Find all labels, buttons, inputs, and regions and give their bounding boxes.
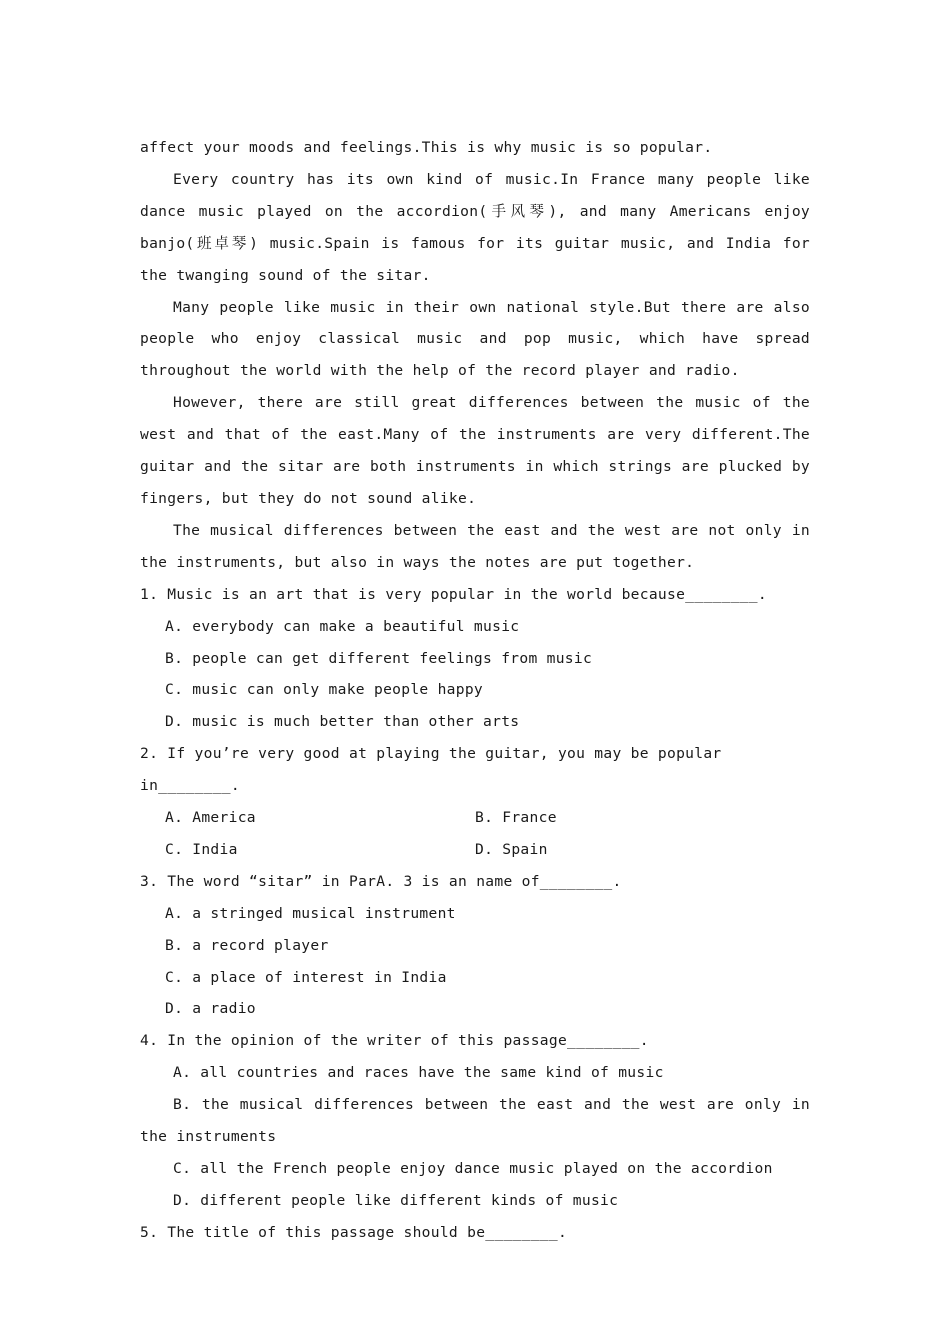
passage-paragraph-2: Many people like music in their own national style.But there are also people who enjoy classical music and pop music, which have spread throughout the world with the help of the record player and radio. [140, 298, 810, 380]
option-d: D. a radio [165, 1000, 256, 1018]
option-d: D. Spain [475, 840, 548, 858]
option-c: C. all the French people enjoy dance music played on the accordion [173, 1160, 773, 1177]
option-c: C. music can only make people happy [165, 681, 484, 699]
option-d: D. different people like different kinds of music [173, 1191, 619, 1209]
option-b: B. the musical differences between the east and the west are only in the instruments [140, 1096, 810, 1146]
question-stem: 4. In the opinion of the writer of this passage________. [140, 1032, 649, 1050]
option-a: A. a stringed musical instrument [165, 904, 456, 922]
options-row [140, 802, 810, 834]
passage-paragraph-4: The musical differences between the east and the west are not only in the instruments, but also in ways the notes are put together. [140, 521, 810, 571]
option-d: D. music is much better than other arts [165, 713, 520, 731]
option-b: B. a record player [165, 936, 329, 954]
question-3 [140, 866, 810, 1026]
option-a: A. everybody can make a beautiful music [165, 617, 520, 635]
question-stem: 1. Music is an art that is very popular in the world because________. [140, 585, 767, 603]
option-c: C. a place of interest in India [165, 968, 447, 986]
passage-paragraph-1: Every country has its own kind of music.In France many people like dance music played on the accordion(手风琴), and many Americans enjoy banjo(班卓琴) music.Spain is famous for its guitar music, and India for the twanging sound of the sitar. [140, 170, 810, 284]
option-a: A. America [165, 809, 256, 827]
question-stem: 2. If you’re very good at playing the guitar, you may be popular in________. [140, 745, 722, 795]
option-b: B. people can get different feelings from music [165, 649, 593, 667]
passage-paragraph-0: affect your moods and feelings.This is why music is so popular. [140, 139, 713, 156]
question-1 [140, 579, 810, 739]
option-b: B. France [475, 809, 557, 827]
option-a: A. all countries and races have the same kind of music [173, 1064, 664, 1082]
question-4 [140, 1025, 810, 1216]
option-c: C. India [165, 840, 238, 858]
question-stem: 5. The title of this passage should be________. [140, 1223, 568, 1241]
question-stem: 3. The word “sitar” in ParA. 3 is an name of________. [140, 872, 622, 890]
document-page [140, 132, 810, 1249]
passage-paragraph-3: However, there are still great differences between the music of the west and that of the east.Many of the instruments are very different.The guitar and the sitar are both instruments in which strings are plucked by fingers, but they do not sound alike. [140, 394, 810, 507]
question-5 [140, 1217, 810, 1249]
question-2 [140, 738, 810, 866]
options-row [140, 834, 810, 866]
